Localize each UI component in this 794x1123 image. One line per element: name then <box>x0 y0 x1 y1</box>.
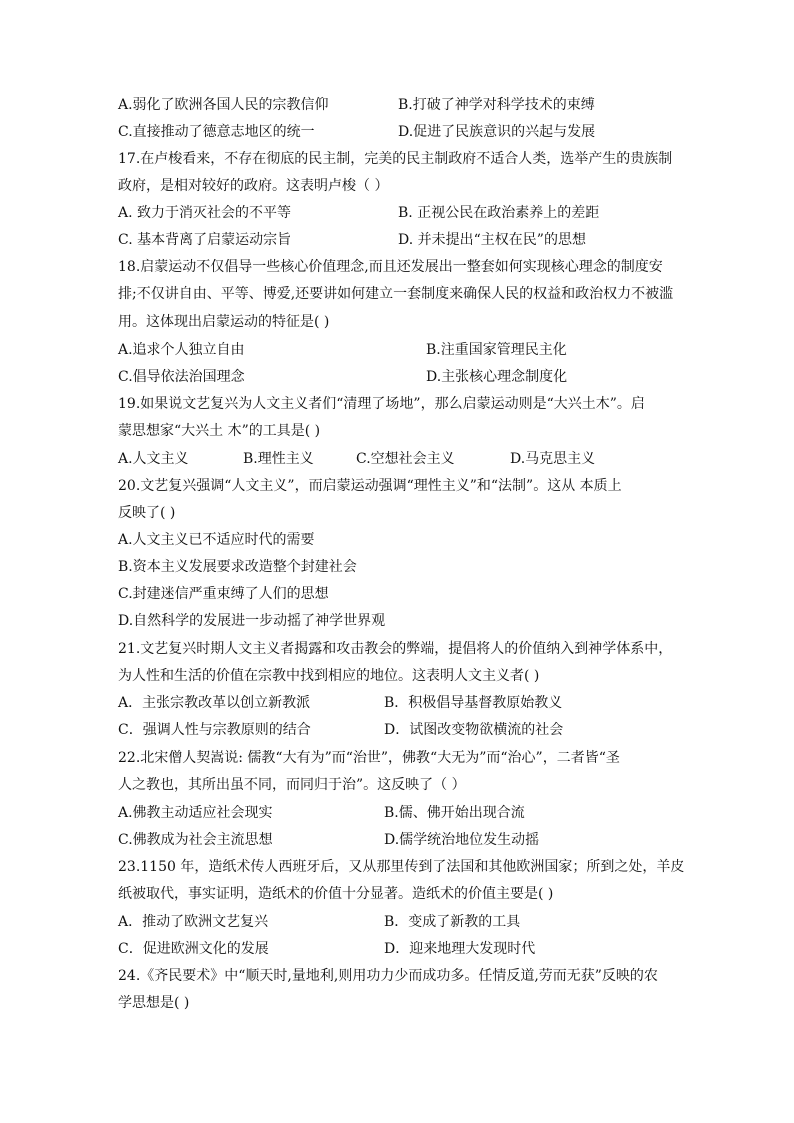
q22-option-b[interactable]: B.儒、佛开始出现合流 <box>384 805 525 821</box>
q21-option-b[interactable]: B．积极倡导基督教原始教义 <box>384 695 563 711</box>
q20-option-c[interactable]: C.封建迷信严重束缚了人们的思想 <box>118 586 329 602</box>
q22-option-d[interactable]: D.儒学统治地位发生动摇 <box>384 832 540 848</box>
q18-stem-line-2: 排;不仅讲自由、平等、博爱,还要讲如何建立一套制度来确保人民的权益和政治权力不被滥 <box>118 286 674 302</box>
q19-option-d[interactable]: D.马克思主义 <box>510 451 596 467</box>
q21-stem-line-1: 21.文艺复兴时期人文主义者揭露和攻击教会的弊端，提倡将人的价值纳入到神学体系中， <box>118 641 673 657</box>
q18-stem-line-1: 18.启蒙运动不仅倡导一些核心价值理念,而且还发展出一整套如何实现核心理念的制度安 <box>118 259 663 275</box>
q23-option-b[interactable]: B．变成了新教的工具 <box>384 914 521 930</box>
q24-stem-line-2: 学思想是( ) <box>118 995 190 1011</box>
q17-stem-line-2: 政府，是相对较好的政府。这表明卢梭（ ） <box>118 178 389 194</box>
q23-stem-line-2: 纸被取代，事实证明，造纸术的价值十分显著。造纸术的价值主要是( ) <box>118 886 554 902</box>
q16-option-b[interactable]: B.打破了神学对科学技术的束缚 <box>398 97 595 113</box>
q17-option-a[interactable]: A. 致力于消灭社会的不平等 <box>118 205 292 221</box>
q17-stem-line-1: 17.在卢梭看来，不存在彻底的民主制，完美的民主制政府不适合人类，选举产生的贵族制 <box>118 151 673 167</box>
q23-option-d[interactable]: D．迎来地理大发现时代 <box>384 941 536 957</box>
q22-option-c[interactable]: C.佛教成为社会主流思想 <box>118 832 273 848</box>
q18-option-b[interactable]: B.注重国家管理民主化 <box>426 342 567 358</box>
q16-option-d[interactable]: D.促进了民族意识的兴起与发展 <box>398 124 596 140</box>
q20-stem-line-2: 反映了( ) <box>118 505 176 521</box>
q22-option-a[interactable]: A.佛教主动适应社会现实 <box>118 805 273 821</box>
q18-stem-line-3: 用。这体现出启蒙运动的特征是( ) <box>118 314 330 330</box>
q20-stem-line-1: 20.文艺复兴强调“人文主义”，而启蒙运动强调“理性主义”和“法制”。这从 本质上 <box>118 478 622 494</box>
q18-option-d[interactable]: D.主张核心理念制度化 <box>426 369 568 385</box>
q23-stem-line-1: 23.1150 年，造纸术传人西班牙后，又从那里传到了法国和其他欧洲国家；所到之处，羊皮 <box>118 859 685 875</box>
q24-stem-line-1: 24.《齐民要术》中“顺天时,量地利,则用功力少而成功多。任情反道,劳而无获”反映的农 <box>118 968 658 984</box>
q20-option-a[interactable]: A.人文主义已不适应时代的需要 <box>118 532 315 548</box>
q20-option-b[interactable]: B.资本主义发展要求改造整个封建社会 <box>118 559 357 575</box>
q20-option-d[interactable]: D.自然科学的发展进一步动摇了神学世界观 <box>118 613 386 629</box>
q16-option-c[interactable]: C.直接推动了德意志地区的统一 <box>118 124 315 140</box>
q18-option-a[interactable]: A.追求个人独立自由 <box>118 342 245 358</box>
q19-option-c[interactable]: C.空想社会主义 <box>356 451 455 467</box>
q19-stem-line-2: 蒙思想家“大兴土 木”的工具是( ) <box>118 423 321 439</box>
q21-option-a[interactable]: A．主张宗教改革以创立新教派 <box>118 695 311 711</box>
q19-option-b[interactable]: B.理性主义 <box>243 451 314 467</box>
q22-stem-line-2: 人之教也，其所出虽不同，而同归于治”。这反映了（ ） <box>118 777 466 793</box>
q23-option-c[interactable]: C．促进欧洲文化的发展 <box>118 941 269 957</box>
q22-stem-line-1: 22.北宋僧人契嵩说: 儒教“大有为”而“治世”，佛教“大无为”而“治心”，二者皆“圣 <box>118 750 620 766</box>
q19-stem-line-1: 19.如果说文艺复兴为人文主义者们“清理了场地”，那么启蒙运动则是“大兴土木”。启 <box>118 396 645 412</box>
q21-option-c[interactable]: C．强调人性与宗教原则的结合 <box>118 722 311 738</box>
q21-option-d[interactable]: D．试图改变物欲横流的社会 <box>384 722 564 738</box>
q19-option-a[interactable]: A.人文主义 <box>118 451 189 467</box>
q17-option-d[interactable]: D. 并未提出“主权在民”的思想 <box>398 232 586 248</box>
q17-option-b[interactable]: B. 正视公民在政治素养上的差距 <box>398 205 600 221</box>
q17-option-c[interactable]: C. 基本背离了启蒙运动宗旨 <box>118 232 292 248</box>
q23-option-a[interactable]: A．推动了欧洲文艺复兴 <box>118 914 269 930</box>
q21-stem-line-2: 为人性和生活的价值在宗教中找到相应的地位。这表明人文主义者( ) <box>118 668 540 684</box>
q18-option-c[interactable]: C.倡导依法治国理念 <box>118 369 245 385</box>
q16-option-a[interactable]: A.弱化了欧洲各国人民的宗教信仰 <box>118 97 329 113</box>
